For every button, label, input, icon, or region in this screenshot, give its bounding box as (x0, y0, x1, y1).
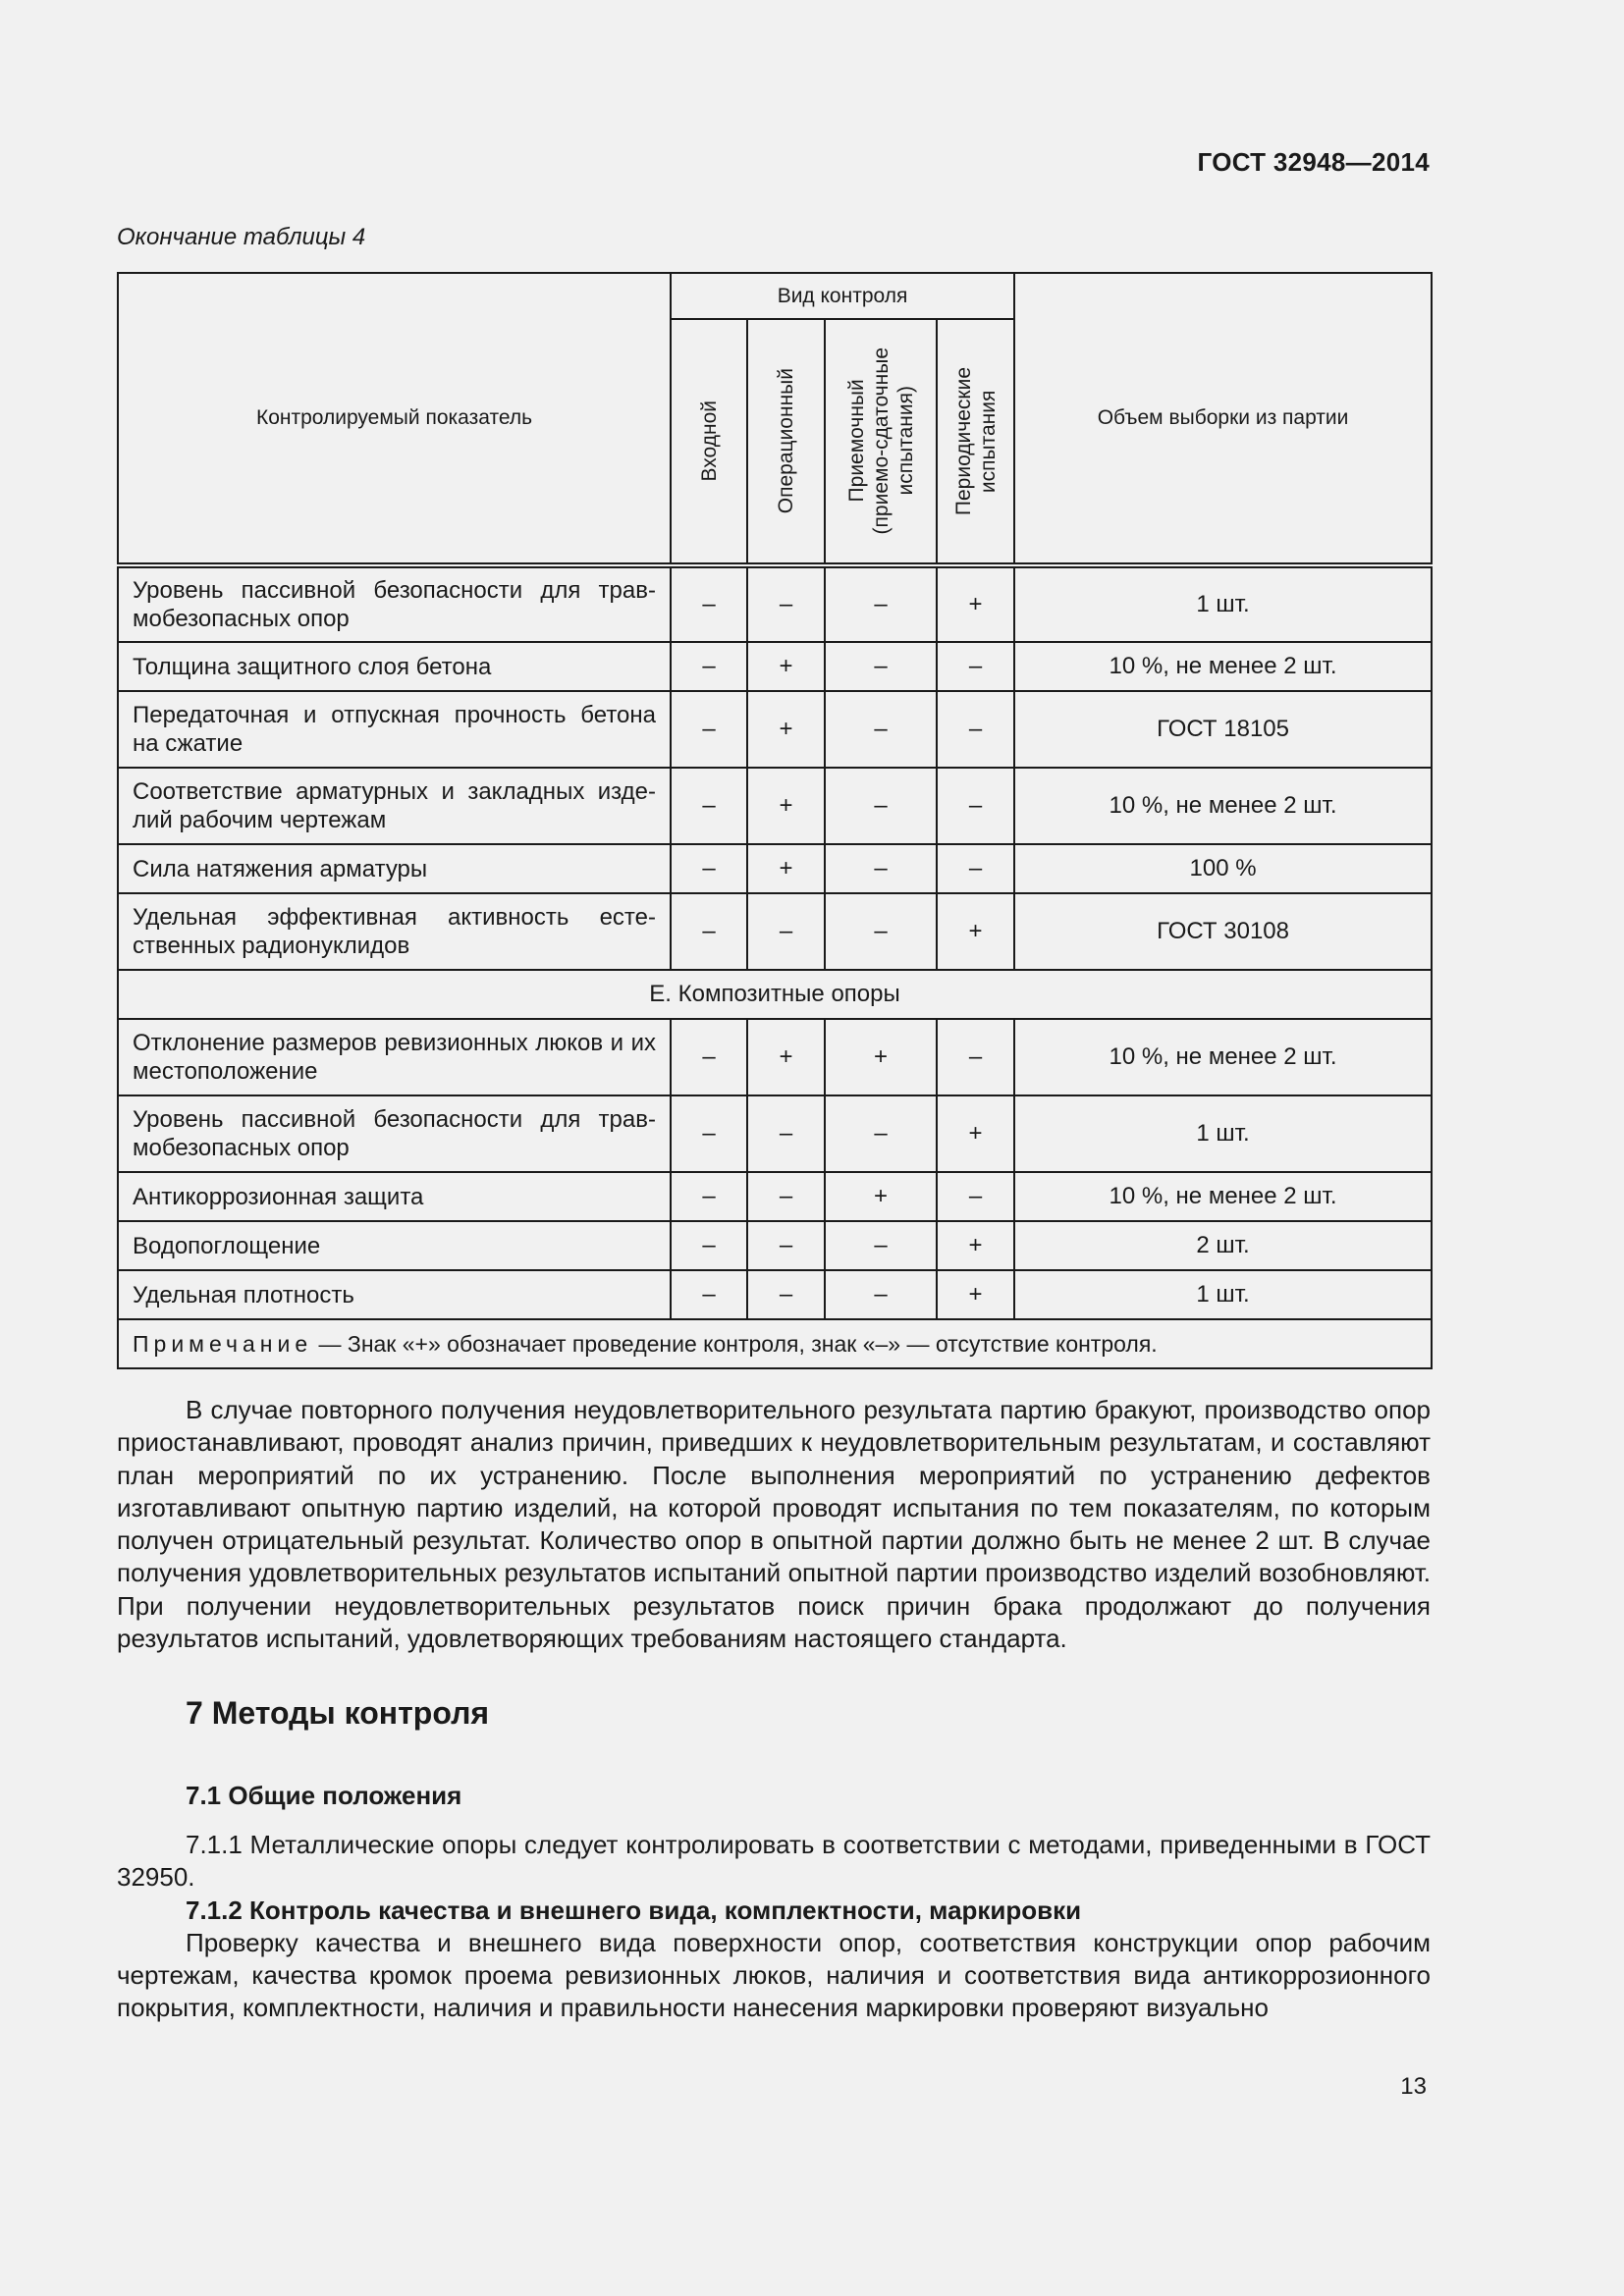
row-sample-volume: 10 %, не менее 2 шт. (1014, 642, 1432, 691)
header-control-type: Вид контроля (671, 273, 1014, 319)
row-sample-volume: ГОСТ 30108 (1014, 893, 1432, 970)
header-operational: Операционный (775, 368, 797, 514)
table-row (118, 1270, 1432, 1319)
row-sample-volume: 1 шт. (1014, 1095, 1432, 1172)
row-control-mark: + (747, 844, 825, 893)
row-control-mark: – (937, 1172, 1014, 1221)
row-control-mark: + (747, 642, 825, 691)
row-control-mark: – (825, 768, 937, 844)
header-parameter: Контролируемый показатель (118, 273, 671, 565)
row-control-mark: + (747, 1019, 825, 1095)
table-note (118, 1319, 1432, 1368)
row-control-mark: – (671, 768, 747, 844)
row-control-mark: – (671, 844, 747, 893)
row-control-mark: – (671, 1270, 747, 1319)
row-control-mark: – (747, 565, 825, 642)
paragraph-7-1-2: Проверку качества и внешнего вида поверхности опор, соответствия конструкции опор рабочим чертежам, качества кромок проема ревизионных люков, наличия и соответствия вида антикоррозионного покрытия, комплектности, наличия и правильности нанесения маркировки проверяют визуально (117, 1927, 1431, 2023)
row-control-mark: – (825, 1270, 937, 1319)
row-parameter: Водопоглощение (118, 1221, 671, 1270)
page-number: 13 (1400, 2073, 1427, 2100)
row-control-mark: – (747, 1270, 825, 1319)
row-sample-volume: 10 %, не менее 2 шт. (1014, 1019, 1432, 1095)
row-control-mark: – (671, 565, 747, 642)
table-row (118, 1095, 1432, 1172)
row-parameter: Уровень пассивной безопасности для травмобезопасных опор (118, 565, 671, 642)
row-control-mark: – (825, 691, 937, 768)
row-parameter: Толщина защитного слоя бетона (118, 642, 671, 691)
row-parameter: Передаточная и отпускная прочность бетона на сжатие (118, 691, 671, 768)
document-code: ГОСТ 32948—2014 (1197, 147, 1430, 177)
row-control-mark: + (747, 768, 825, 844)
control-table (117, 272, 1433, 1369)
table-row (118, 691, 1432, 768)
row-parameter: Удельная эффективная активность естественных радионуклидов (118, 893, 671, 970)
row-control-mark: + (937, 565, 1014, 642)
row-control-mark: – (825, 565, 937, 642)
row-parameter: Удельная плотность (118, 1270, 671, 1319)
row-sample-volume: 10 %, не менее 2 шт. (1014, 1172, 1432, 1221)
row-parameter: Уровень пассивной безопасности для травмобезопасных опор (118, 1095, 671, 1172)
row-sample-volume: 1 шт. (1014, 1270, 1432, 1319)
row-control-mark: – (747, 1095, 825, 1172)
header-sample-volume: Объем выборки из партии (1014, 273, 1432, 565)
row-control-mark: – (825, 1221, 937, 1270)
row-control-mark: – (671, 1221, 747, 1270)
row-control-mark: + (825, 1172, 937, 1221)
header-acceptance: Приемочный (приемо-сдаточные испытания) (844, 347, 917, 535)
section-7-title: 7 Методы контроля (186, 1695, 490, 1731)
table-row (118, 565, 1432, 642)
row-sample-volume: 100 % (1014, 844, 1432, 893)
row-control-mark: – (825, 642, 937, 691)
row-control-mark: – (747, 1172, 825, 1221)
row-parameter: Соответствие арматурных и закладных изделий рабочим чертежам (118, 768, 671, 844)
table-row (118, 1221, 1432, 1270)
note-label: Примечание (133, 1330, 313, 1357)
row-parameter: Отклонение размеров ревизионных люков и их местоположение (118, 1019, 671, 1095)
row-control-mark: – (747, 1221, 825, 1270)
row-control-mark: – (937, 768, 1014, 844)
row-control-mark: – (747, 893, 825, 970)
row-parameter: Сила натяжения арматуры (118, 844, 671, 893)
row-sample-volume: 2 шт. (1014, 1221, 1432, 1270)
table-row (118, 1019, 1432, 1095)
row-control-mark: – (671, 642, 747, 691)
row-control-mark: – (671, 1172, 747, 1221)
table-row (118, 1172, 1432, 1221)
row-control-mark: – (825, 1095, 937, 1172)
table-row (118, 768, 1432, 844)
row-sample-volume: ГОСТ 18105 (1014, 691, 1432, 768)
row-control-mark: – (671, 893, 747, 970)
row-sample-volume: 1 шт. (1014, 565, 1432, 642)
row-control-mark: + (937, 893, 1014, 970)
header-incoming: Входной (697, 400, 721, 482)
paragraph-retest: В случае повторного получения неудовлетворительного результата партию бракуют, производство опор приостанавливают, проводят анализ причин, приведших к неудовлетворительным результатам, и составляют план мероприятий по их устранению. После выполнения мероприятий по устранению дефектов изготавливают опытную партию изделий, на которой проводят испытания по тем показателям, по которым получен отрицательный результат. Количество опор в опытной партии должно быть не менее 2 шт. В случае получения удовлетворительных результатов испытаний опытной партии производство изделий возобновляют. При получении неудовлетворительных результатов поиск причин брака продолжают до получения результатов испытаний, удовлетворяющих требованиям настоящего стандарта. (117, 1395, 1431, 1654)
note-text: — Знак «+» обозначает проведение контроля, знак «–» — отсутствие контроля. (312, 1330, 1158, 1357)
row-control-mark: – (671, 1095, 747, 1172)
section-composite-supports: Е. Композитные опоры (118, 970, 1432, 1019)
header-periodic: Периодические испытания (952, 366, 1000, 516)
row-control-mark: + (937, 1221, 1014, 1270)
row-sample-volume: 10 %, не менее 2 шт. (1014, 768, 1432, 844)
row-control-mark: – (937, 1019, 1014, 1095)
row-control-mark: – (825, 844, 937, 893)
row-control-mark: – (825, 893, 937, 970)
table-row (118, 893, 1432, 970)
row-parameter: Антикоррозионная защита (118, 1172, 671, 1221)
table-caption: Окончание таблицы 4 (117, 224, 366, 250)
row-control-mark: – (671, 1019, 747, 1095)
row-control-mark: + (825, 1019, 937, 1095)
section-7-1-body (117, 1829, 1431, 2025)
row-control-mark: + (937, 1095, 1014, 1172)
row-control-mark: – (937, 691, 1014, 768)
paragraph-7-1-1: 7.1.1 Металлические опоры следует контролировать в соответствии с методами, приведенными в ГОСТ 32950. (117, 1830, 1431, 1893)
row-control-mark: – (937, 642, 1014, 691)
table-row (118, 642, 1432, 691)
section-7-1-title: 7.1 Общие положения (186, 1781, 462, 1810)
row-control-mark: – (937, 844, 1014, 893)
row-control-mark: – (671, 691, 747, 768)
subsection-7-1-2-title: 7.1.2 Контроль качества и внешнего вида, комплектности, маркировки (186, 1895, 1082, 1925)
row-control-mark: + (747, 691, 825, 768)
row-control-mark: + (937, 1270, 1014, 1319)
table-row (118, 844, 1432, 893)
